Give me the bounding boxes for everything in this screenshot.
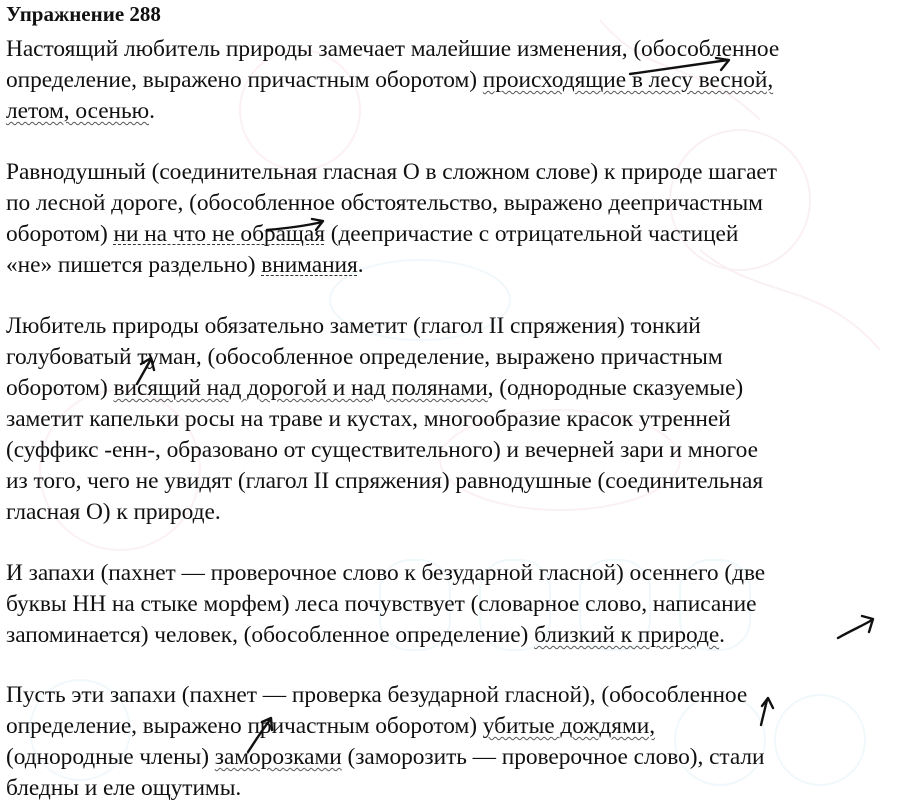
text-line: (суффикс -енн-, образовано от существительного) и вечерней зари и многое [6, 437, 758, 463]
paragraph-1 [6, 34, 779, 127]
text-line: (однородные члены) заморозками (заморозить — проверочное слово), стали [6, 744, 765, 770]
paragraph-3 [6, 311, 763, 528]
text-line: определение, выражено причастным оборотом) происходящие в лесу весной, [6, 67, 774, 93]
text-line: голубоватый туман, (обособленное определение, выражено причастным [6, 344, 723, 370]
text-line: запоминается) человек, (обособленное определение) близкий к природе. [6, 622, 725, 648]
text-line: «не» пишется раздельно) внимания. [6, 252, 364, 278]
dashed-underlined-phrase: внимания [261, 252, 358, 278]
text-line: буквы НН на стыке морфем) леса почувствует (словарное слово, написание [6, 591, 757, 617]
exercise-title: Упражнение 288 [6, 2, 161, 26]
paragraph-2 [6, 157, 777, 281]
text-line: летом, осенью. [6, 98, 155, 124]
text-line: определение, выражено причастным оборотом) убитые дождями, [6, 713, 655, 739]
wavy-underlined-phrase: заморозками [214, 744, 342, 770]
text-line: Равнодушный (соединительная гласная О в сложном слове) к природе шагает [6, 159, 777, 185]
text-line: Любитель природы обязательно заметит (глагол II спряжения) тонкий [6, 313, 701, 339]
text-line: Настоящий любитель природы замечает малейшие изменения, (обособленное [6, 36, 780, 62]
wavy-underlined-phrase: висящий над дорогой и над полянами [113, 375, 488, 401]
paragraph-4 [6, 558, 765, 651]
text-line: заметит капельки росы на траве и кустах, многообразие красок утренней [6, 406, 731, 432]
wavy-underlined-phrase: происходящие в лесу весной, [482, 67, 774, 93]
text-line: бледны и еле ощутимы. [6, 775, 242, 801]
wavy-underlined-phrase: летом, осенью [6, 98, 150, 124]
paragraph-5 [6, 680, 765, 804]
arrow-icon [838, 616, 873, 638]
text-line: Пусть эти запахи (пахнет — проверка безударной гласной), (обособленное [6, 682, 748, 708]
text-line: по лесной дороге, (обособленное обстоятельство, выражено деепричастным [6, 190, 763, 216]
text-line: И запахи (пахнет — проверочное слово к безударной гласной) осеннего (две [6, 560, 766, 586]
exercise-page [6, 0, 901, 801]
wavy-underlined-phrase: близкий к природе [534, 622, 720, 648]
text-line: оборотом) висящий над дорогой и над полянами, (однородные сказуемые) [6, 375, 744, 401]
text-line: из того, чего не увидят (глагол II спряжения) равнодушные (соединительная [6, 468, 764, 494]
text-line: гласная О) к природе. [6, 499, 221, 525]
text-line: оборотом) ни на что не обращая (деепричастие с отрицательной частицей [6, 221, 739, 247]
wavy-underlined-phrase: убитые дождями, [482, 713, 655, 739]
dashed-underlined-phrase: ни на что не обращая [113, 221, 325, 247]
